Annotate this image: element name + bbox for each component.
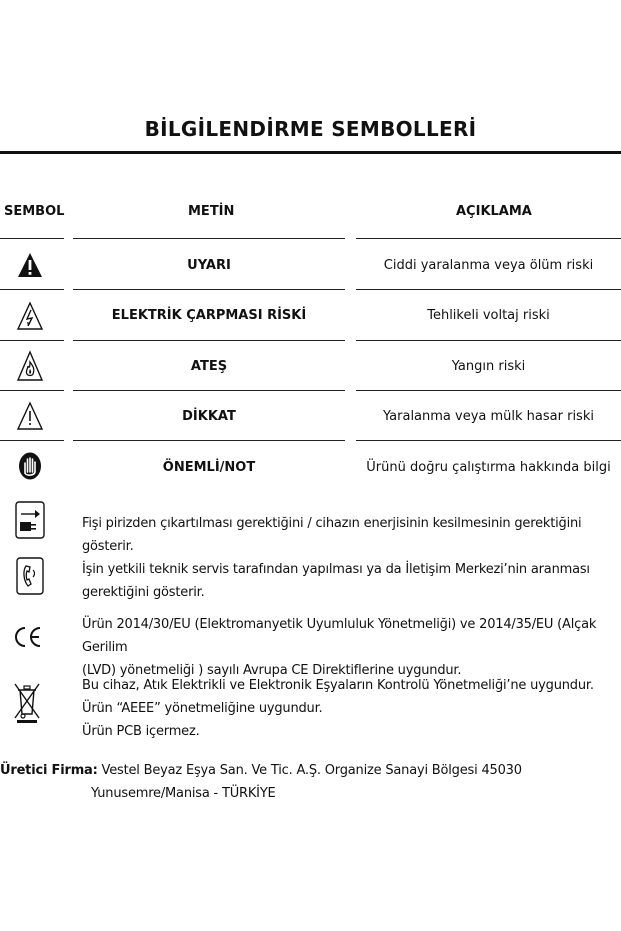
row-divider — [0, 289, 64, 290]
row-divider — [0, 440, 64, 441]
ce-mark-icon — [13, 625, 43, 649]
manufacturer-line2: Yunusemre/Manisa - TÜRKİYE — [91, 786, 276, 801]
row-divider — [73, 340, 345, 341]
note-service-line: İşin yetkili teknik servis tarafından yapılması ya da İletişim Merkezi’nin aranması — [82, 562, 590, 577]
row-text-onemli: ÖNEMLİ/NOT — [162, 460, 256, 475]
note-unplug — [82, 512, 621, 558]
row-divider — [356, 340, 621, 341]
header-text: METİN — [188, 204, 235, 219]
hand-stop-icon — [17, 451, 43, 481]
header-description: AÇIKLAMA — [456, 204, 532, 219]
row-text-uyari: UYARI — [187, 258, 231, 273]
note-ce-line: (LVD) yönetmeliği ) sayılı Avrupa CE Direktiflerine uygundur. — [82, 663, 462, 678]
col-divider-text — [73, 238, 345, 239]
warning-filled-icon — [16, 251, 44, 279]
row-description-ates: Yangın riski — [451, 359, 526, 374]
manufacturer-info — [0, 759, 522, 805]
caution-icon — [16, 401, 44, 431]
note-unplug-line: Fişi pirizden çıkartılması gerektiğini / cihazın enerjisinin kesilmesinin gerektiğini gösterir. — [82, 516, 582, 554]
row-text-dikkat: DİKKAT — [182, 409, 236, 424]
row-divider — [356, 390, 621, 391]
manufacturer-line1: Vestel Beyaz Eşya San. Ve Tic. A.Ş. Organize Sanayi Bölgesi 45030 — [97, 763, 522, 778]
row-description-elektrik: Tehlikeli voltaj riski — [427, 308, 550, 323]
row-text-elektrik: ELEKTRİK ÇARPMASI RİSKİ — [111, 308, 307, 323]
note-ce — [82, 613, 621, 682]
note-service-line: gerektiğini gösterir. — [82, 585, 205, 600]
row-description-uyari: Ciddi yaralanma veya ölüm riski — [383, 258, 594, 273]
note-weee-line: Bu cihaz, Atık Elektrikli ve Elektronik Eşyaların Kontrolü Yönetmeliği’ne uygundur. — [82, 678, 594, 693]
note-service — [82, 558, 590, 604]
note-weee — [82, 674, 594, 743]
unplug-icon — [14, 500, 46, 540]
note-ce-line: Ürün 2014/30/EU (Elektromanyetik Uyumluluk Yönetmeliği) ve 2014/35/EU (Alçak Gerilim — [82, 617, 597, 655]
row-divider — [73, 390, 345, 391]
header-symbol: SEMBOL — [4, 204, 65, 219]
title-divider — [0, 151, 621, 154]
electric-shock-icon — [16, 301, 44, 331]
row-divider — [356, 289, 621, 290]
col-divider-symbol — [0, 238, 64, 239]
row-text-ates: ATEŞ — [190, 359, 228, 374]
note-weee-line: Ürün PCB içermez. — [82, 724, 200, 739]
fire-hazard-icon — [16, 350, 44, 382]
row-divider — [73, 440, 345, 441]
row-divider — [356, 440, 621, 441]
row-divider — [73, 289, 345, 290]
weee-bin-icon — [13, 680, 41, 724]
manufacturer-label: Üretici Firma: — [0, 763, 98, 778]
col-divider-description — [356, 238, 621, 239]
row-divider — [0, 340, 64, 341]
row-description-onemli: Ürünü doğru çalıştırma hakkında bilgi — [366, 460, 611, 475]
page-title: BİLGİLENDİRME SEMBOLLERİ — [144, 117, 477, 141]
row-description-dikkat: Yaralanma veya mülk hasar riski — [383, 409, 594, 424]
row-divider — [0, 390, 64, 391]
note-weee-line: Ürün “AEEE” yönetmeliğine uygundur. — [82, 701, 323, 716]
phone-service-icon — [15, 556, 45, 596]
